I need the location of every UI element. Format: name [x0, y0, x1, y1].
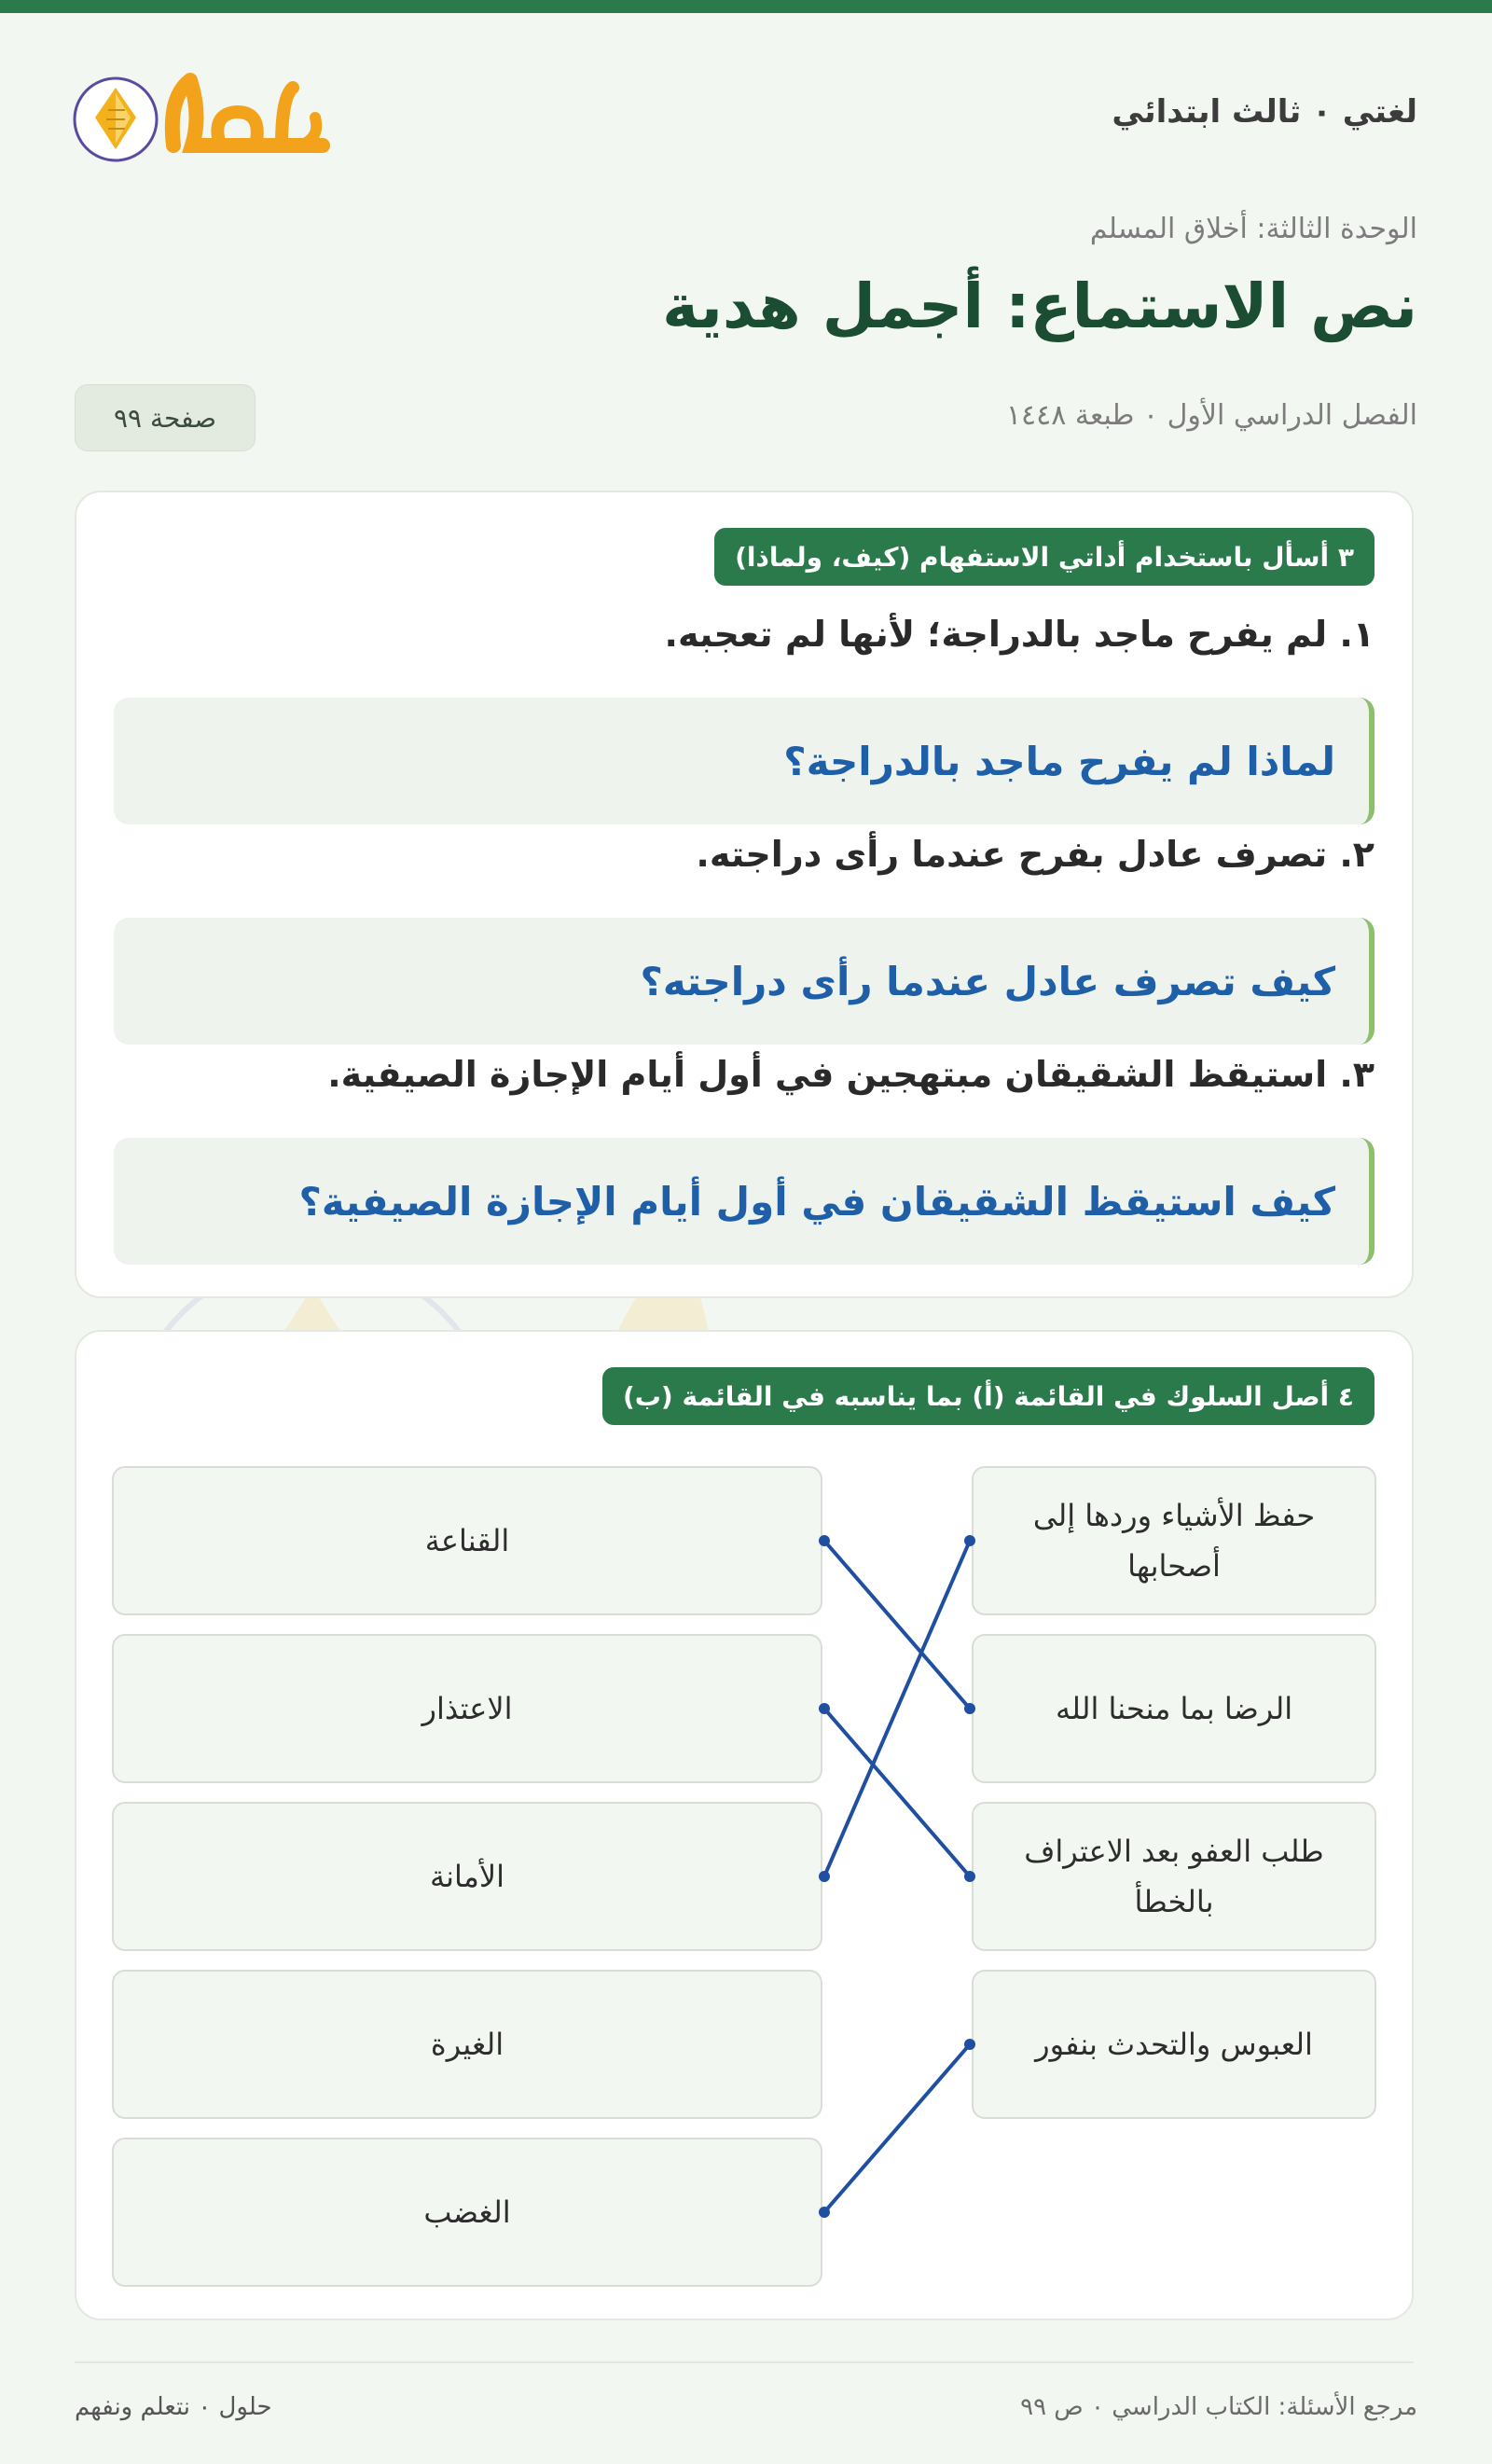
question-3-statement-1: ١. لم يفرح ماجد بالدراجة؛ لأنها لم تعجبه. — [664, 614, 1375, 655]
question-4-badge: ٤ أصل السلوك في القائمة (أ) بما يناسبه في القائمة (ب) — [602, 1367, 1375, 1425]
footer-reference: مرجع الأسئلة: الكتاب الدراسي ٠ ص ٩٩ — [1020, 2393, 1417, 2421]
question-3-answer-3 — [114, 1138, 1375, 1265]
list-a-item-2: الرضا بما منحنا الله — [972, 1634, 1376, 1783]
top-accent-bar — [0, 0, 1492, 13]
list-a-item-3: طلب العفو بعد الاعتراف بالخطأ — [972, 1802, 1376, 1951]
list-b-item-5: الغضب — [112, 2138, 822, 2287]
answer-text: كيف تصرف عادل عندما رأى دراجته؟ — [640, 958, 1335, 1004]
lesson-title: نص الاستماع: أجمل هدية — [662, 270, 1417, 342]
list-b-item-1: القناعة — [112, 1466, 822, 1615]
semester-info: الفصل الدراسي الأول ٠ طبعة ١٤٤٨ — [1005, 399, 1417, 432]
brand-logo — [71, 60, 332, 172]
list-b-item-4: الغيرة — [112, 1970, 822, 2119]
list-a-item-4: العبوس والتحدث بنفور — [972, 1970, 1376, 2119]
unit-label: الوحدة الثالثة: أخلاق المسلم — [1089, 213, 1417, 245]
book-title: لغتي ٠ ثالث ابتدائي — [1112, 93, 1417, 131]
answer-text: لماذا لم يفرح ماجد بالدراجة؟ — [783, 738, 1335, 784]
question-3-statement-3: ٣. استيقظ الشقيقان مبتهجين في أول أيام الإجازة الصيفية. — [327, 1054, 1375, 1095]
question-3-badge: ٣ أسأل باستخدام أداتي الاستفهام (كيف، ولماذا) — [714, 528, 1375, 586]
footer-tagline: حلول ٠ نتعلم ونفهم — [75, 2393, 272, 2421]
answer-text: كيف استيقظ الشقيقان في أول أيام الإجازة الصيفية؟ — [298, 1178, 1335, 1225]
list-b-item-2: الاعتذار — [112, 1634, 822, 1783]
page-number-badge: صفحة ٩٩ — [75, 384, 256, 451]
question-3-answer-1 — [114, 698, 1375, 824]
footer-divider — [75, 2361, 1414, 2363]
question-3-statement-2: ٢. تصرف عادل بفرح عندما رأى دراجته. — [696, 834, 1375, 875]
logo-mark-icon — [71, 60, 332, 172]
list-b-item-3: الأمانة — [112, 1802, 822, 1951]
question-3-answer-2 — [114, 918, 1375, 1045]
question-3-card — [75, 491, 1414, 1298]
list-a-item-1: حفظ الأشياء وردها إلى أصحابها — [972, 1466, 1376, 1615]
